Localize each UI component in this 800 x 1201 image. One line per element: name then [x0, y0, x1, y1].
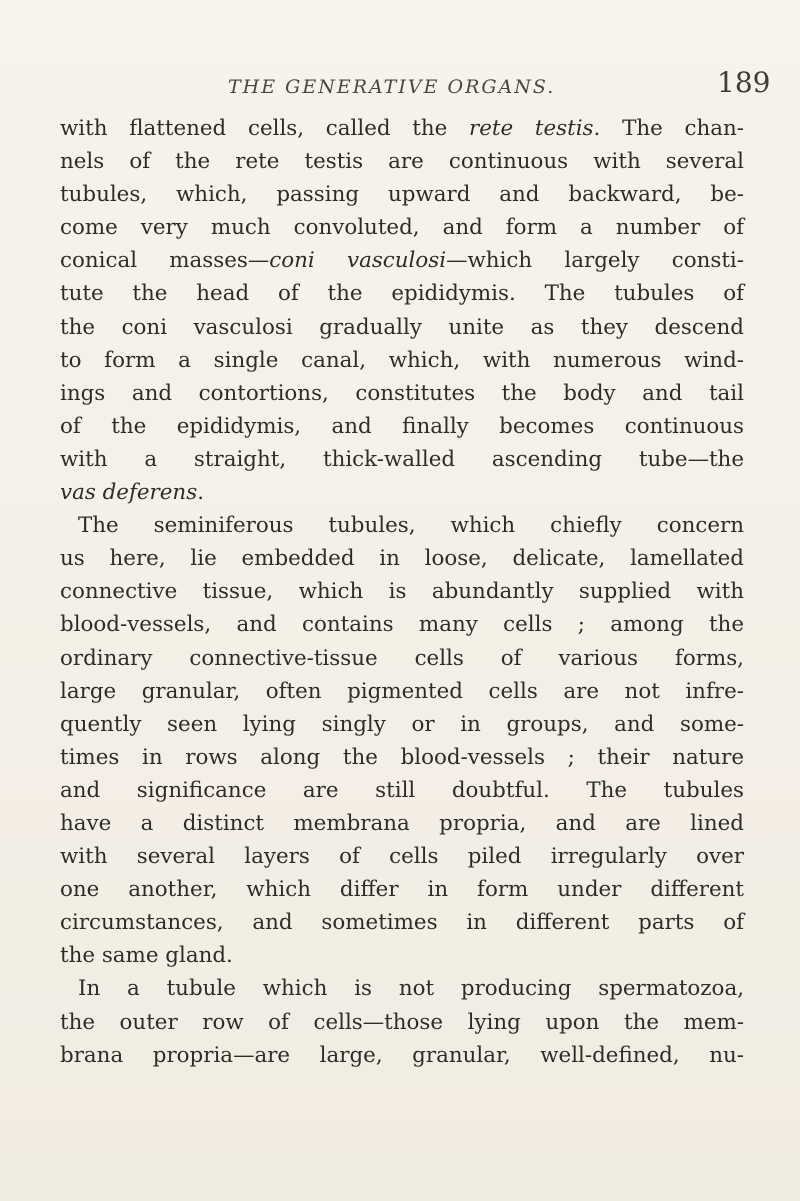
text-line: have a distinct membrana propria, and are lined — [60, 810, 744, 836]
text-line: to form a single canal, which, with numerous wind- — [60, 347, 744, 373]
text-line: quently seen lying singly or in groups, and some- — [60, 711, 744, 737]
text-line: blood-vessels, and contains many cells ; among the — [60, 612, 744, 638]
body-text — [60, 112, 744, 1072]
text-line: the same gland. — [60, 943, 233, 969]
text-line: connective tissue, which is abundantly supplied with — [60, 579, 744, 605]
text-line: of the epididymis, and finally becomes continuous — [60, 413, 744, 439]
text-line: In a tubule which is not producing spermatozoa, — [78, 976, 744, 1002]
text-line: brana propria—are large, granular, well-defined, nu- — [60, 1042, 744, 1068]
text-line: ings and contortions, constitutes the body and tail — [60, 380, 744, 406]
text-line: and significance are still doubtful. The tubules — [60, 777, 744, 803]
text-line: the coni vasculosi gradually unite as they descend — [60, 314, 744, 340]
text-line: with flattened cells, called the rete testis. The chan- — [60, 116, 745, 141]
text-line: with a straight, thick-walled ascending tube—the — [60, 446, 744, 472]
text-line: tubules, which, passing upward and backward, be- — [60, 182, 744, 208]
text-line: ordinary connective-tissue cells of various forms, — [60, 645, 744, 671]
text-line: conical masses—coni vasculosi—which largely consti- — [60, 248, 744, 274]
text-line: The seminiferous tubules, which chiefly concern — [78, 513, 744, 539]
page-number: 189 — [717, 66, 771, 99]
text-line: circumstances, and sometimes in different parts of — [60, 910, 744, 936]
text-line: large granular, often pigmented cells are not infre- — [60, 678, 744, 704]
page-header — [0, 66, 800, 106]
text-line: one another, which differ in form under different — [60, 877, 744, 903]
text-line: vas deferens. — [60, 480, 204, 506]
text-line: nels of the rete testis are continuous with several — [60, 149, 744, 175]
text-line: the outer row of cells—those lying upon the mem- — [60, 1009, 744, 1035]
text-line: us here, lie embedded in loose, delicate, lamellated — [60, 546, 744, 572]
running-head: THE GENERATIVE ORGANS. — [228, 76, 556, 98]
text-line: tute the head of the epididymis. The tubules of — [60, 281, 744, 307]
text-line: with several layers of cells piled irregularly over — [60, 844, 744, 870]
text-line: times in rows along the blood-vessels ; their nature — [60, 744, 744, 770]
text-line: come very much convoluted, and form a number of — [60, 215, 744, 241]
